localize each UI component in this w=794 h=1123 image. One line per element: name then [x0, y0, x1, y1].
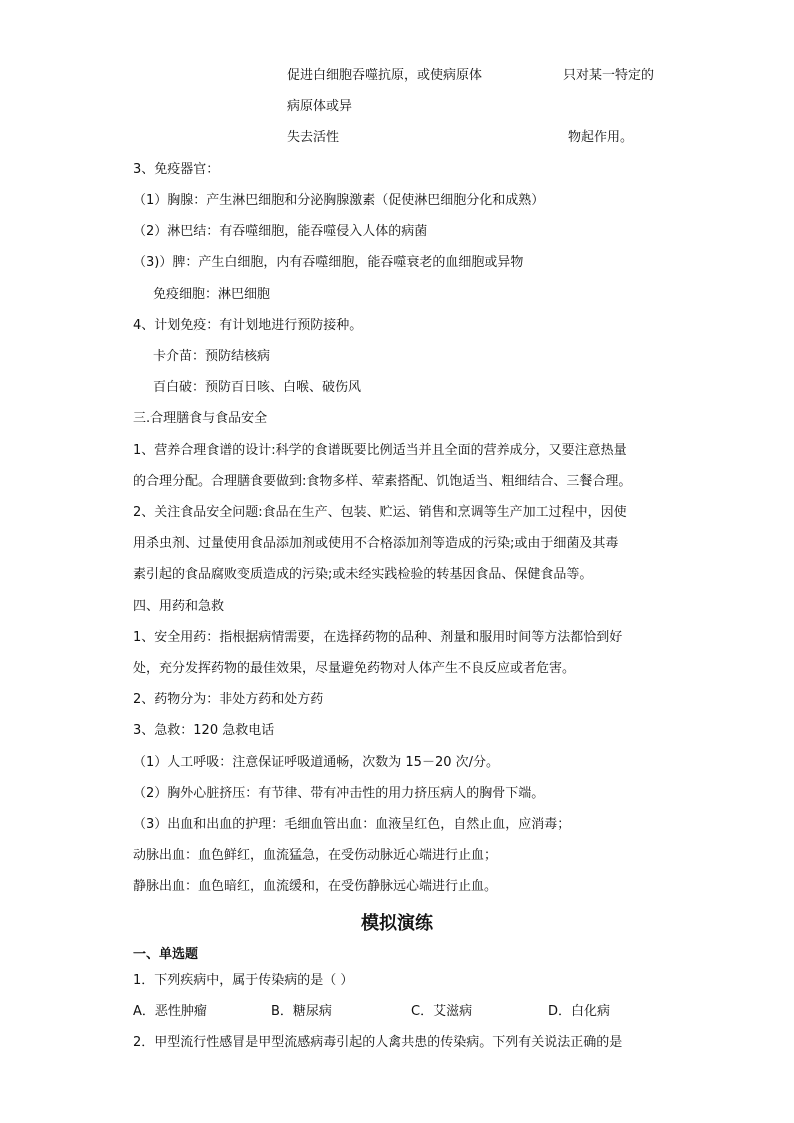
- lymph-node-item: （2）淋巴结：有吞噬细胞，能吞噬侵入人体的病菌: [133, 224, 428, 239]
- first-aid-item: 3、急救：120 急救电话: [133, 723, 275, 738]
- single-choice-section-heading: 一、单选题: [133, 947, 199, 962]
- diet-paragraph-2-line-1: 2、关注食品安全问题:食品在生产、包装、贮运、销售和烹调等生产加工过程中，因使: [133, 505, 627, 520]
- safe-medication-line-2: 处，充分发挥药物的最佳效果，尽量避免药物对人体产生不良反应或者危害。: [133, 661, 576, 676]
- question-1-option-c[interactable]: C．艾滋病: [411, 1004, 473, 1019]
- bcg-vaccine-item: 卡介苗：预防结核病: [153, 349, 271, 364]
- question-1-stem: 1．下列疾病中，属于传染病的是（ ）: [133, 973, 354, 988]
- safe-medication-line-1: 1、安全用药：指根据病情需要，在选择药物的品种、剂量和服用时间等方法都恰到好: [133, 630, 623, 645]
- chest-compression-item: （2）胸外心脏挤压：有节律、带有冲击性的用力挤压病人的胸骨下端。: [133, 786, 545, 801]
- diet-paragraph-1-line-2: 的合理分配。合理膳食要做到:食物多样、荤素搭配、饥饱适当、粗细结合、三餐合理。: [133, 474, 632, 489]
- bleeding-care-item: （3）出血和出血的护理：毛细血管出血：血液呈红色，自然止血，应消毒；: [133, 817, 571, 832]
- thymus-item: （1）胸腺：产生淋巴细胞和分泌胸腺激素（促使淋巴细胞分化和成熟）: [133, 193, 545, 208]
- dpt-vaccine-item: 百白破：预防百日咳、白喉、破伤风: [153, 380, 362, 395]
- table-cell-function-line-2: 病原体或异: [287, 99, 353, 114]
- practice-title: 模拟演练: [361, 913, 433, 934]
- immune-organs-heading: 3、免疫器官：: [133, 162, 220, 177]
- diet-paragraph-2-line-2: 用杀虫剂、过量使用食品添加剂或使用不合格添加剂等造成的污染;或由于细菌及其毒: [133, 536, 619, 551]
- table-cell-function-line-1: 促进白细胞吞噬抗原，或使病原体: [287, 68, 483, 83]
- medicine-first-aid-heading: 四、用药和急救: [133, 599, 225, 614]
- question-1-option-a[interactable]: A．恶性肿瘤: [133, 1004, 207, 1019]
- planned-immunization-heading: 4、计划免疫：有计划地进行预防接种。: [133, 318, 363, 333]
- table-cell-specificity-line-1: 只对某一特定的: [563, 68, 655, 83]
- question-1-option-b[interactable]: B．糖尿病: [271, 1004, 332, 1019]
- diet-paragraph-1-line-1: 1、营养合理食谱的设计:科学的食谱既要比例适当并且全面的营养成分，又要注意热量: [133, 443, 627, 458]
- diet-food-safety-heading: 三.合理膳食与食品安全: [133, 411, 268, 426]
- venous-bleeding-item: 静脉出血：血色暗红，血流缓和，在受伤静脉远心端进行止血。: [133, 879, 498, 894]
- arterial-bleeding-item: 动脉出血：血色鲜红，血流猛急，在受伤动脉近心端进行止血；: [133, 848, 498, 863]
- immune-cell-item: 免疫细胞：淋巴细胞: [153, 287, 271, 302]
- spleen-item: （3)）脾：产生白细胞，内有吞噬细胞，能吞噬衰老的血细胞或异物: [133, 255, 524, 270]
- table-cell-specificity-line-2: 物起作用。: [568, 130, 634, 145]
- question-2-stem: 2．甲型流行性感冒是甲型流感病毒引起的人禽共患的传染病。下列有关说法正确的是: [133, 1035, 623, 1050]
- diet-paragraph-2-line-3: 素引起的食品腐败变质造成的污染;或未经实践检验的转基因食品、保健食品等。: [133, 567, 593, 582]
- table-cell-function-line-3: 失去活性: [287, 130, 340, 145]
- artificial-respiration-item: （1）人工呼吸：注意保证呼吸道通畅，次数为 15－20 次/分。: [133, 755, 499, 770]
- drug-types-item: 2、药物分为：非处方药和处方药: [133, 692, 324, 707]
- question-1-option-d[interactable]: D．白化病: [548, 1004, 611, 1019]
